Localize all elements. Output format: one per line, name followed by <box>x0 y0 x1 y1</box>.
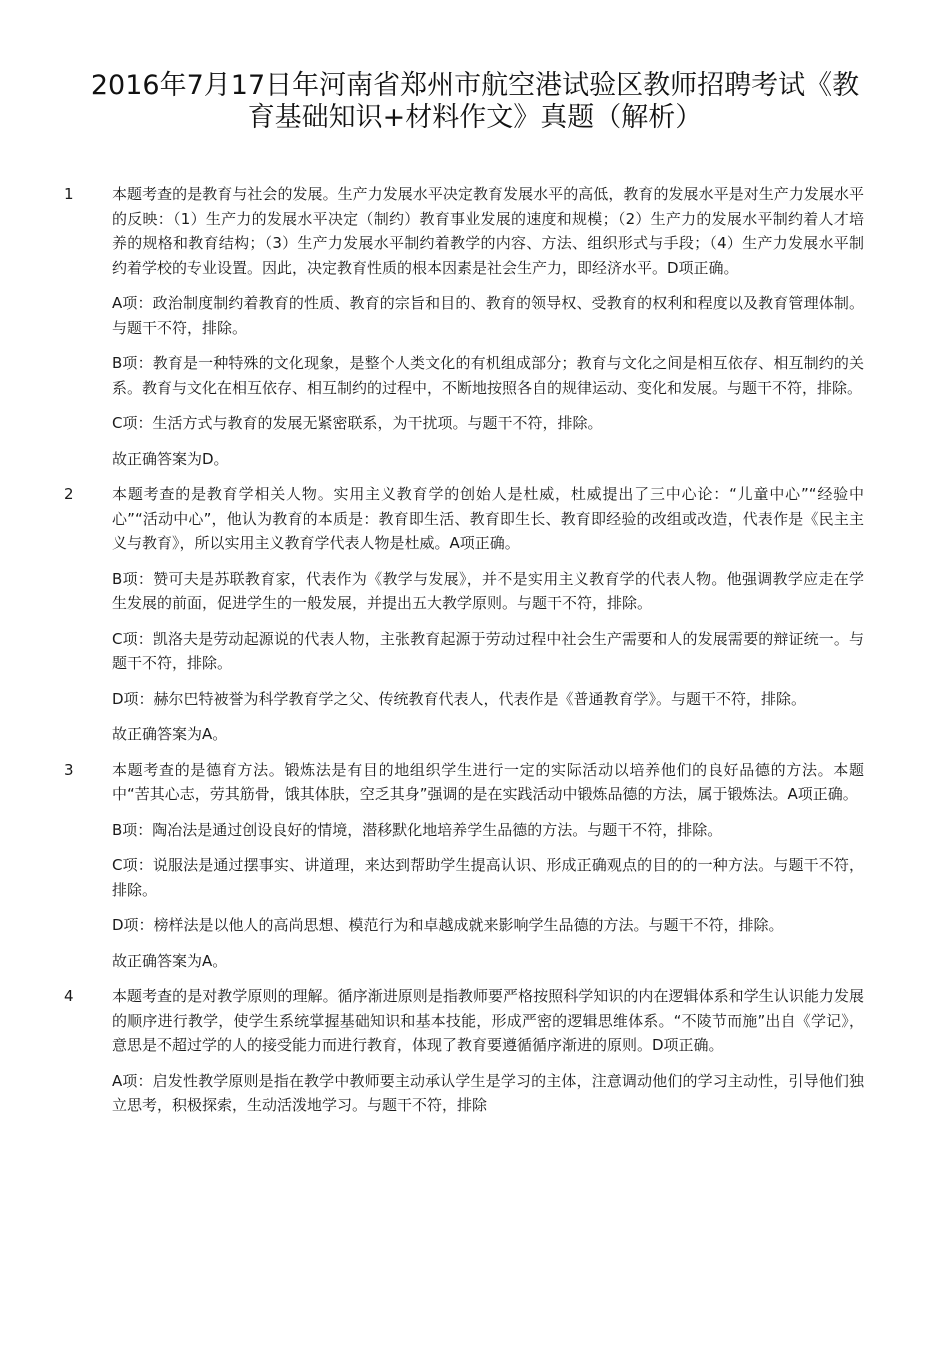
explanation-paragraph: 本题考查的是对教学原则的理解。循序渐进原则是指教师要严格按照科学知识的内在逻辑体系和学生认识能力发展的顺序进行教学，使学生系统掌握基础知识和基本技能，形成严密的逻辑思维体系。“不陵节而施”出自《学记》，意思是不超过学的人的接受能力而进行教育，体现了教育要遵循循序渐进的原则。D项正确。 <box>112 987 864 1054</box>
explanation-paragraph: B项：陶冶法是通过创设良好的情境，潜移默化地培养学生品德的方法。与题干不符，排除。 <box>112 820 723 839</box>
explanation-paragraph: 本题考查的是德育方法。锻炼法是有目的地组织学生进行一定的实际活动以培养他们的良好品德的方法。本题中“苦其心志，劳其筋骨，饿其体肤，空乏其身”强调的是在实践活动中锻炼品德的方法，属于锻炼法。A项正确。 <box>112 760 864 803</box>
explanation-paragraph: 本题考查的是教育学相关人物。实用主义教育学的创始人是杜威，杜威提出了三中心论：“儿童中心”“经验中心”“活动中心”，他认为教育的本质是：教育即生活、教育即生长、教育即经验的改组或改造，代表作是《民主主义与教育》，所以实用主义教育学代表人物是杜威。A项正确。 <box>112 485 864 552</box>
question-number: 4 <box>64 987 74 1005</box>
question-item <box>0 984 950 1118</box>
explanation-paragraph: A项：启发性教学原则是指在教学中教师要主动承认学生是学习的主体，注意调动他们的学习主动性，引导他们独立思考，积极探索，生动活泼地学习。与题干不符，排除 <box>112 1071 864 1114</box>
explanation-paragraph: 故正确答案为A。 <box>112 725 228 743</box>
explanation-paragraph: C项：生活方式与教育的发展无紧密联系，为干扰项。与题干不符，排除。 <box>112 414 603 432</box>
question-number: 1 <box>64 185 74 203</box>
question-explanation <box>112 984 864 1118</box>
explanation-paragraph: 故正确答案为A。 <box>112 951 228 970</box>
question-item <box>0 182 950 471</box>
question-item <box>0 758 950 974</box>
explanation-paragraph: D项：赫尔巴特被誉为科学教育学之父、传统教育代表人，代表作是《普通教育学》。与题干不符，排除。 <box>112 689 807 708</box>
question-explanation <box>112 758 864 974</box>
explanation-paragraph: B项：教育是一种特殊的文化现象，是整个人类文化的有机组成部分；教育与文化之间是相互依存、相互制约的关系。教育与文化在相互依存、相互制约的过程中，不断地按照各自的规律运动、变化和发展。与题干不符，排除。 <box>112 354 864 397</box>
explanation-paragraph: 本题考查的是教育与社会的发展。生产力发展水平决定教育发展水平的高低，教育的发展水平是对生产力发展水平的反映：（1）生产力的发展水平决定（制约）教育事业发展的速度和规模；（2）生产力的发展水平制约着人才培养的规格和教育结构；（3）生产力发展水平制约着教学的内容、方法、组织形式与手段；（4）生产力发展水平制约着学校的专业设置。因此，决定教育性质的根本因素是社会生产力，即经济水平。D项正确。 <box>112 185 864 277</box>
explanation-paragraph: B项：赞可夫是苏联教育家，代表作为《教学与发展》，并不是实用主义教育学的代表人物。他强调教学应走在学生发展的前面，促进学生的一般发展，并提出五大教学原则。与题干不符，排除。 <box>112 569 864 612</box>
explanation-paragraph: D项：榜样法是以他人的高尚思想、模范行为和卓越成就来影响学生品德的方法。与题干不符，排除。 <box>112 916 784 934</box>
question-item <box>0 482 950 747</box>
question-explanation <box>112 182 864 471</box>
question-list <box>0 182 950 1129</box>
explanation-paragraph: 故正确答案为D。 <box>112 449 229 468</box>
title-line-1: 2016年7月17日年河南省郑州市航空港试验区教师招聘考试《教 <box>90 70 860 101</box>
explanation-paragraph: A项：政治制度制约着教育的性质、教育的宗旨和目的、教育的领导权、受教育的权利和程度以及教育管理体制。与题干不符，排除。 <box>112 294 864 337</box>
explanation-paragraph: C项：说服法是通过摆事实、讲道理，来达到帮助学生提高认识、形成正确观点的目的的一种方法。与题干不符，排除。 <box>112 856 864 899</box>
question-explanation <box>112 482 864 747</box>
question-number: 2 <box>64 485 74 503</box>
title-line-2: 育基础知识+材料作文》真题（解析） <box>247 102 703 133</box>
explanation-paragraph: C项：凯洛夫是劳动起源说的代表人物，主张教育起源于劳动过程中社会生产需要和人的发展需要的辩证统一。与题干不符，排除。 <box>112 629 864 672</box>
document-title <box>60 70 890 134</box>
question-number: 3 <box>64 760 74 779</box>
